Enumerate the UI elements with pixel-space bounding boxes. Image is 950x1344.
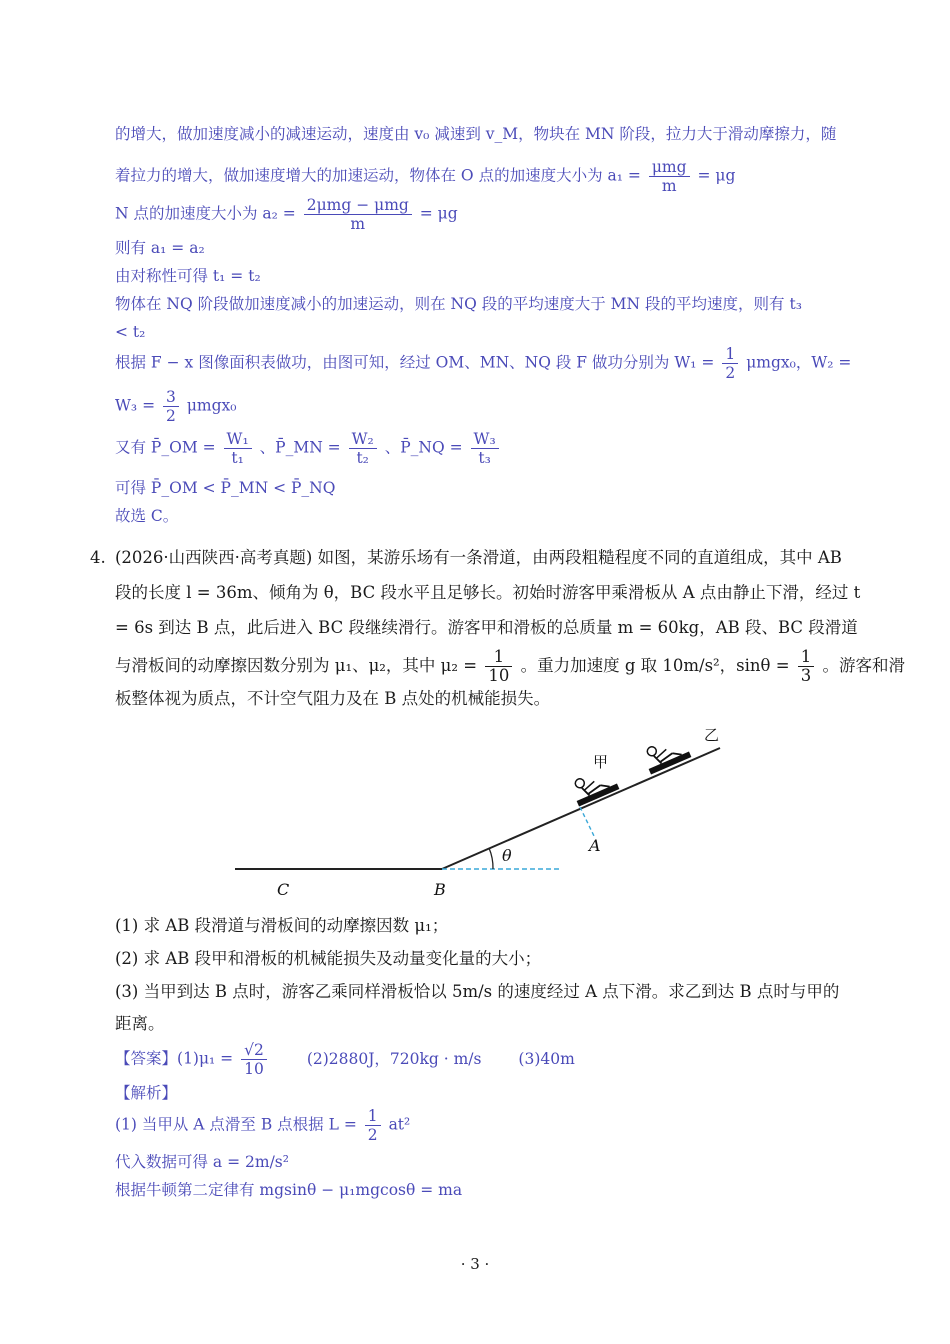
label-yi: 乙 — [704, 726, 720, 744]
denominator: 3 — [800, 666, 812, 685]
text-segment: N 点的加速度大小为 a₂ = — [115, 204, 296, 223]
denominator: 2 — [367, 1126, 378, 1144]
fraction — [349, 430, 377, 467]
solution-line-5: 由对称性可得 t₁ = t₂ — [115, 267, 261, 285]
angle-arc — [489, 848, 493, 869]
denominator: t₁ — [231, 449, 244, 467]
text-segment: 。游客和滑 — [822, 656, 906, 675]
label-a: A — [589, 836, 601, 855]
text-segment: 、P̄_MN = — [259, 438, 341, 457]
denominator: t₂ — [356, 449, 369, 467]
label-theta: θ — [502, 846, 512, 865]
text-segment: 与滑板间的动摩擦因数分别为 μ₁、μ₂，其中 μ₂ = — [115, 656, 478, 675]
sub-question-1: (1) 求 AB 段滑道与滑板间的动摩擦因数 μ₁； — [115, 916, 449, 935]
question-number: 4. — [90, 548, 106, 567]
sledder-yi-icon — [641, 734, 692, 775]
fraction — [471, 430, 499, 467]
fraction — [163, 388, 179, 425]
text-segment: 着拉力的增大，做加速度增大的加速运动，物体在 O 点的加速度大小为 a₁ = — [115, 166, 641, 185]
text-segment: μmgx₀ — [186, 396, 237, 415]
numerator: 1 — [722, 345, 738, 364]
answer-2: (2)2880J，720kg · m/s — [306, 1049, 482, 1068]
label-b: B — [434, 880, 446, 899]
fraction — [224, 430, 252, 467]
solution-line-4: 则有 a₁ = a₂ — [115, 239, 205, 257]
numerator: μmg — [649, 158, 690, 177]
numerator: W₁ — [224, 430, 252, 449]
text-segment: 根据 F − x 图像面积表做功，由图可知，经过 OM、MN、NQ 段 F 做功分别为 W₁ = — [115, 353, 715, 372]
denominator: m — [350, 215, 366, 233]
fraction — [722, 345, 738, 382]
numerator: W₃ — [471, 430, 499, 449]
text-segment: at² — [388, 1115, 411, 1134]
denominator: 10 — [244, 1060, 264, 1078]
text-segment: μmgx₀，W₂ = — [746, 353, 852, 372]
solution-line-1: 的增大，做加速度减小的减速运动，速度由 v₀ 减速到 v_M，物块在 MN 阶段，拉力大于滑动摩擦力，随 — [115, 125, 837, 143]
sub-question-3-cont: 距离。 — [115, 1014, 165, 1033]
answer-line — [115, 1041, 575, 1078]
denominator: m — [661, 177, 677, 195]
numerator: 3 — [163, 388, 179, 407]
text-segment: W₃ = — [115, 396, 156, 415]
denominator: t₃ — [478, 449, 491, 467]
question-line-3: = 6s 到达 B 点，此后进入 BC 段继续滑行。游客甲和滑板的总质量 m = 60kg，AB 段、BC 段滑道 — [115, 618, 858, 637]
sub-question-2: (2) 求 AB 段甲和滑板的机械能损失及动量变化量的大小； — [115, 949, 542, 968]
question-line-2: 段的长度 l = 36m、倾角为 θ，BC 段水平且足够长。初始时游客甲乘滑板从 A 点由静止下滑，经过 t — [115, 583, 861, 602]
dashed-marker-a — [580, 807, 594, 836]
answer-tag: 【答案】 — [115, 1049, 178, 1068]
answer-3: (3)40m — [518, 1049, 575, 1068]
page-number: · 3 · — [460, 1255, 490, 1273]
text-segment: 又有 P̄_OM = — [115, 438, 216, 457]
answer-1: (1)μ₁ = — [177, 1049, 234, 1068]
solution-line-10 — [115, 430, 502, 467]
numerator: 1 — [485, 648, 512, 667]
denominator: 2 — [725, 364, 736, 382]
text-segment: 、P̄_NQ = — [384, 438, 463, 457]
analysis-line-1 — [115, 1107, 410, 1144]
denominator: 2 — [166, 407, 176, 425]
fraction — [485, 648, 512, 685]
solution-line-8 — [115, 345, 851, 382]
solution-line-2 — [115, 158, 735, 195]
fraction — [304, 196, 412, 233]
slide-figure — [0, 720, 950, 910]
numerator: √2 — [241, 1041, 267, 1060]
fraction — [241, 1041, 267, 1078]
solution-line-6: 物体在 NQ 阶段做加速度减小的加速运动，则在 NQ 段的平均速度大于 MN 段的平均速度，则有 t₃ — [115, 295, 802, 313]
fraction — [798, 648, 815, 685]
question-line-1: (2026·山西陕西·高考真题) 如图，某游乐场有一条滑道，由两段粗糙程度不同的直道组成，其中 AB — [115, 548, 842, 567]
analysis-line-3: 根据牛顿第二定律有 mgsinθ − μ₁mgcosθ = ma — [115, 1181, 463, 1199]
solution-line-11: 可得 P̄_OM < P̄_MN < P̄_NQ — [115, 479, 336, 497]
fraction — [365, 1107, 381, 1144]
analysis-line-2: 代入数据可得 a = 2m/s² — [115, 1153, 289, 1171]
solution-line-3 — [115, 196, 458, 233]
analysis-tag: 【解析】 — [115, 1084, 178, 1102]
numerator: 1 — [798, 648, 815, 667]
text-segment: 。重力加速度 g 取 10m/s²，sinθ = — [520, 656, 790, 675]
solution-line-12: 故选 C。 — [115, 507, 179, 525]
solution-line-9 — [115, 388, 236, 425]
numerator: 2μmg − μmg — [304, 196, 412, 215]
denominator: 10 — [488, 666, 510, 685]
fraction — [649, 158, 690, 195]
numerator: W₂ — [349, 430, 377, 449]
text-segment: = μg — [419, 204, 458, 223]
text-segment: (1) 当甲从 A 点滑至 B 点根据 L = — [115, 1115, 357, 1134]
sledder-jia-icon — [569, 766, 620, 807]
solution-line-7: < t₂ — [115, 323, 146, 341]
label-c: C — [277, 880, 290, 899]
numerator: 1 — [365, 1107, 381, 1126]
label-jia: 甲 — [593, 753, 609, 771]
question-line-5: 板整体视为质点，不计空气阻力及在 B 点处的机械能损失。 — [115, 689, 551, 708]
question-line-4 — [115, 648, 905, 685]
text-segment: = μg — [697, 166, 736, 185]
sub-question-3: (3) 当甲到达 B 点时，游客乙乘同样滑板恰以 5m/s 的速度经过 A 点下滑。求乙到达 B 点时与甲的 — [115, 982, 840, 1001]
